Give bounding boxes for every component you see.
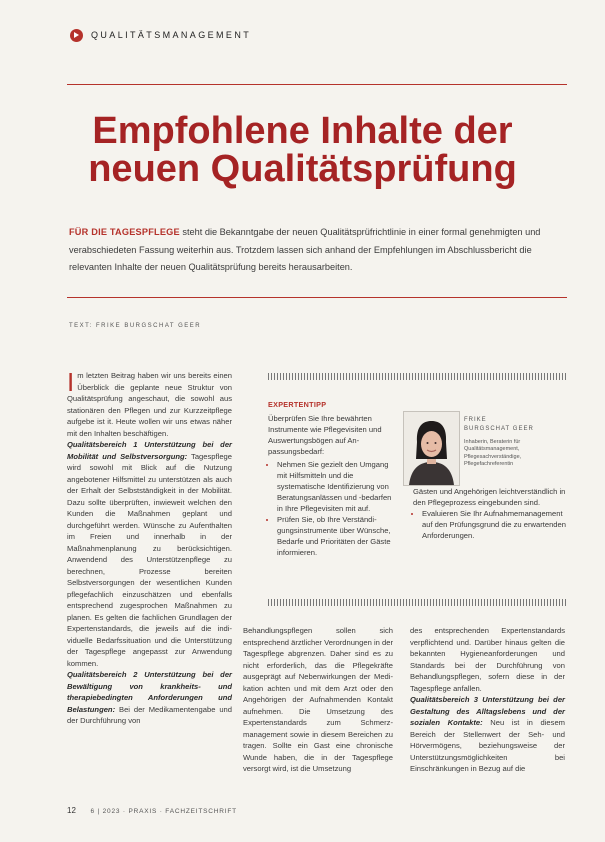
author-name (464, 416, 568, 433)
q1-paragraph (67, 439, 232, 669)
author-bio: Inhaberin, Beraterin für Qualitätsmanagement, Pflegesachverständige, Pflegefachreferentin (464, 439, 522, 468)
column-2 (243, 625, 393, 775)
dropcap: I (67, 367, 75, 397)
q3-text: Neu ist in diesem Bereich der Stellenwert der Seh- und Hörvermögens, beziehungsweise der Unterstützungsmöglichkeiten bei Einschränkungen in Bezug auf die (410, 718, 565, 773)
author-portrait-icon (404, 412, 459, 485)
tip-bottom-divider (268, 599, 567, 606)
expert-tip-item: • Prüfen Sie, ob Ihre Verständigungsinstrumente über Wünsche, Bedarfe und Prioritäten der Gäste informieren. (277, 514, 393, 558)
lead-keyword: FÜR DIE TAGESPFLEGE (69, 227, 180, 237)
q1-text: Tagespflege wird sowohl mit Blick auf die Nutzung angebotener Hilfsmittel zu unterstützen als auch der Erhalt der Selbstständigkeit in der Mobilität. Dazu sollte überprüften, inwieweit welchen den Kunden die Maßnahmen geplant und durchgeführt werden. Wünsche zu Aufenthalten im Freien und innerhalb in der Maßnahmenplanung zu berücksichtigen. Anwendend des Unterstützenpflege zu berechnen, Prozesse bereiten Selbstversorgungen der wesentlichen Kunden pflegefachlich einzuschätzen und ebenfalls entsprechend zugesprochen Maßnahmen zu planen. Es gelten die fachlichen Grundlagen der Expertenstandards, die jeweils auf die individuelle Bedarfssituation und die Unterstützung der Tagespflege angepasst zur Anwendung kommen. (67, 451, 232, 668)
intro-paragraph (67, 367, 232, 439)
intro-text: m letzten Beitrag haben wir uns bereits einen Überblick die geplante neue Struktur von Qualitätsprüfung angeschaut, die sowohl aus stationären den Pflegen und zur Kurzzeitpflege aufgebe ist it. Heute wollen wir uns etwas näher mit den Inhalten beschäftigen. (67, 371, 232, 438)
header-rule (67, 84, 567, 85)
q3-heading: Qualitätsbereich 3 Unterstützung bei der Gestaltung des Alltagslebens und der sozialen Kontakte: (410, 695, 565, 727)
expert-tip-label: EXPERTENTIPP (268, 400, 327, 409)
section-label: QUALITÄTSMANAGEMENT (91, 30, 252, 40)
expert-tip-body (268, 413, 393, 558)
article-lead (69, 224, 565, 277)
page-footer (67, 806, 237, 815)
author-last-name: BURGSCHAT GEER (464, 425, 534, 432)
expert-tip-intro: Überprüfen Sie Ihre bewährten Instrumente wie Pflegevisiten und Auswertungsbögen auf Anpassungsbedarf: (268, 414, 382, 456)
column-3 (410, 625, 565, 775)
publication-info: 6 | 2023 · PRAXIS · FACHZEITSCHRIFT (90, 808, 237, 815)
q3-paragraph (410, 694, 565, 775)
author-first-name: FRIKE (464, 417, 487, 423)
q2-text: Bei der Medikamentengabe und der Durchführung von (67, 704, 232, 725)
expert-tip-continuation (413, 486, 568, 541)
page-header (70, 26, 570, 46)
tip-top-divider (268, 373, 567, 380)
column-1 (67, 367, 232, 727)
column-2-text: Behandlungspflegen sollen sich entsprechend ärztlicher Verordnungen in der Tagespflege abgrenzen. Daher sind es zu nicht erforderlich, das die Pflegekräfte ausgeprägt auf Nebenwirkungen der Medikation achten und mit dem Arzt oder den Angehörigen der Aufnahmenden Kontakt aufnehmen. Die Umsetzung des Expertenstandards zum Schmerzmanagement sowie in diesem Bereichen zu tragen. Sollte ein Gast eine chronische Wunde haben, die in der Tagespflege versorgt wird, ist die Umsetzung (243, 626, 393, 773)
q2-heading: Qualitätsbereich 2 Unterstützung bei der Bewältigung von krankheits- und therapiebedingten Anforderungen und Belastungen: (67, 670, 232, 714)
title-line-2: neuen Qualitätsprüfung (88, 148, 517, 190)
lead-rule (67, 297, 567, 298)
column-3-intro: des entsprechenden Expertenstandards verpflichtend und. Darüber hinaus gelten die bekannten Hygieneanforderungen und Standards bei der Durchführung von Behandlungspflegen, sofern diese in der Tagespflege anfallen. (410, 626, 565, 693)
expert-tip-item: • Nehmen Sie gezielt den Umgang mit Hilfsmitteln und die systematische Identifizierung von Beratungsanlässen und -bedarfen in Ihre Pflegevisiten mit auf. (277, 459, 393, 514)
q1-heading: Qualitätsbereich 1 Unterstützung bei der Mobilität und Selbstversorgung: (67, 440, 232, 461)
expert-tip-continued-text: Gästen und Angehörigen leichtverständlich in den Pflegeprozess eingebunden sind. (413, 487, 566, 507)
expert-tip-list-right (413, 508, 568, 541)
byline: TEXT: FRIKE BURGSCHAT GEER (69, 323, 202, 329)
title-line-1: Empfohlene Inhalte der (92, 110, 513, 152)
q2-paragraph (67, 669, 232, 727)
lead-text: steht die Bekanntgabe der neuen Qualitätsprüfrichtlinie in einer formal genehmigten und verabschiedeten Fassung weiterhin aus. Trotzdem lassen sich anhand der Empfehlungen im Abschlussbericht die relevanten Inhalte der neuen Qualitätsprüfung bereits herausarbeiten. (69, 227, 541, 272)
author-photo (403, 411, 460, 486)
expert-tip-item: • Evaluieren Sie Ihr Aufnahmemanagement auf den Prüfungsgrund die zu erwartenden Anforderungen. (422, 508, 568, 541)
article-title (40, 112, 565, 188)
section-arrow-icon (70, 29, 83, 42)
expert-tip-list (268, 459, 393, 558)
page-number: 12 (67, 806, 76, 815)
